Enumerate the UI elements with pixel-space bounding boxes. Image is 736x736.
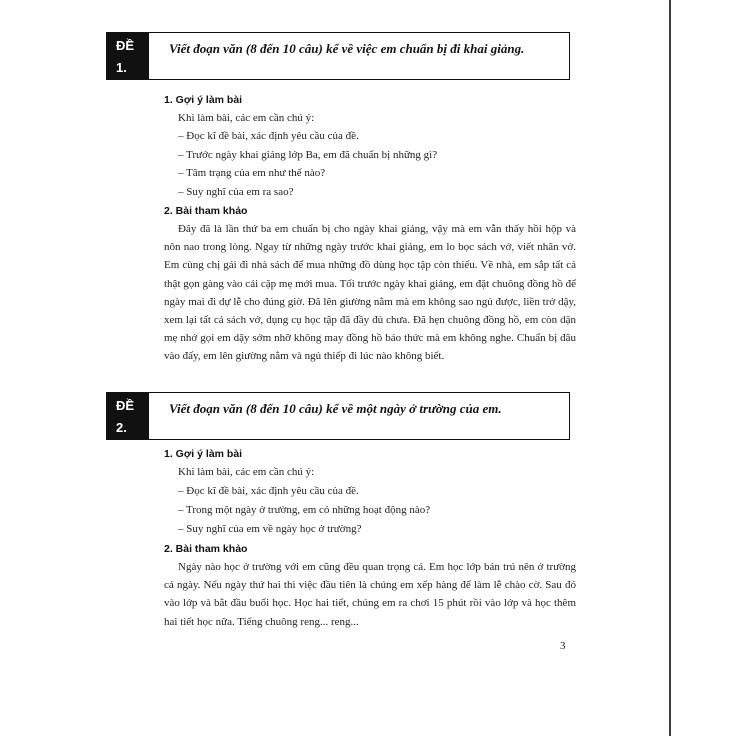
page-number: 3 bbox=[560, 640, 566, 652]
exercise-1-header bbox=[106, 32, 570, 80]
exercise-2-hint-intro: Khi làm bài, các em cần chú ý: bbox=[178, 466, 315, 478]
exercise-2-title: Viết đoạn văn (8 đến 10 câu) kể về một ngày ở trường của em. bbox=[169, 401, 502, 416]
exercise-1-label: ĐỀ 1. bbox=[107, 33, 149, 79]
exercise-1-hint-heading: 1. Gợi ý làm bài bbox=[164, 94, 243, 106]
exercise-2-sample-heading: 2. Bài tham khảo bbox=[164, 543, 248, 555]
exercise-2-hint-item: – Suy nghĩ của em về ngày học ở trường? bbox=[178, 523, 362, 535]
exercise-1-sample-text: Đây đã là lần thứ ba em chuẩn bị cho ngày khai giảng, vậy mà em vẫn thấy hồi hộp và nôn nao trong lòng. Ngay từ những ngày trước khai giảng, em lo bọc sách vở, viết nhãn vở. Em cùng chị gái đi nhà sách để mua những đồ dùng học tập còn thiếu. Về nhà, em sắp tất cả thật gọn gàng vào cái cặp mẹ mới mua. Tối trước ngày khai giảng, em đặt chuông đồng hồ để ngày mai đi dự lễ cho đúng giờ. Đã lên giường nằm mà em không sao ngủ được, liền trở dậy, xem lại tất cả sách vở, dụng cụ học tập đã đầy đủ chưa. Đã hẹn chuông đồng hồ, em còn dặn mẹ nhớ gọi em dậy sớm nhỡ không may đồng hồ báo thức mà em không nghe. Chuẩn bị đâu vào đấy, em lên giường nằm và ngủ thiếp đi lúc nào không biết. bbox=[164, 223, 576, 363]
exercise-1-hint-item: – Tâm trạng của em như thế nào? bbox=[178, 167, 326, 179]
page-edge-shadow bbox=[669, 0, 671, 736]
exercise-2-hint-item: – Đọc kĩ đề bài, xác định yêu cầu của đề. bbox=[178, 485, 359, 497]
exercise-1-hint-item: – Trước ngày khai giảng lớp Ba, em đã chuẩn bị những gì? bbox=[178, 149, 438, 161]
exercise-1-hint-item: – Đọc kĩ đề bài, xác định yêu cầu của đề. bbox=[178, 130, 359, 142]
exercise-1-hint-item: – Suy nghĩ của em ra sao? bbox=[178, 186, 294, 198]
exercise-1-sample-heading: 2. Bài tham khảo bbox=[164, 205, 248, 217]
exercise-2-hint-item: – Trong một ngày ở trường, em có những hoạt động nào? bbox=[178, 504, 431, 516]
exercise-1-title: Viết đoạn văn (8 đến 10 câu) kể về việc em chuẩn bị đi khai giảng. bbox=[169, 41, 525, 56]
exercise-2-hint-heading: 1. Gợi ý làm bài bbox=[164, 448, 243, 460]
exercise-2-header bbox=[106, 392, 570, 440]
exercise-2-label: ĐỀ 2. bbox=[107, 393, 149, 439]
exercise-2-sample-text: Ngày nào học ở trường với em cũng đều quan trọng cả. Em học lớp bán trú nên ở trường cả ngày. Nếu ngày thứ hai thì việc đầu tiên là chúng em xếp hàng để làm lễ chào cờ. Sau đó vào lớp và bắt đầu buổi học. Học hai tiết, chúng em ra chơi 15 phút rồi vào lớp và học thêm hai tiết học nữa. Tiếng chuông reng... reng... bbox=[164, 561, 576, 628]
exercise-1-hint-intro: Khi làm bài, các em cần chú ý: bbox=[178, 112, 315, 124]
